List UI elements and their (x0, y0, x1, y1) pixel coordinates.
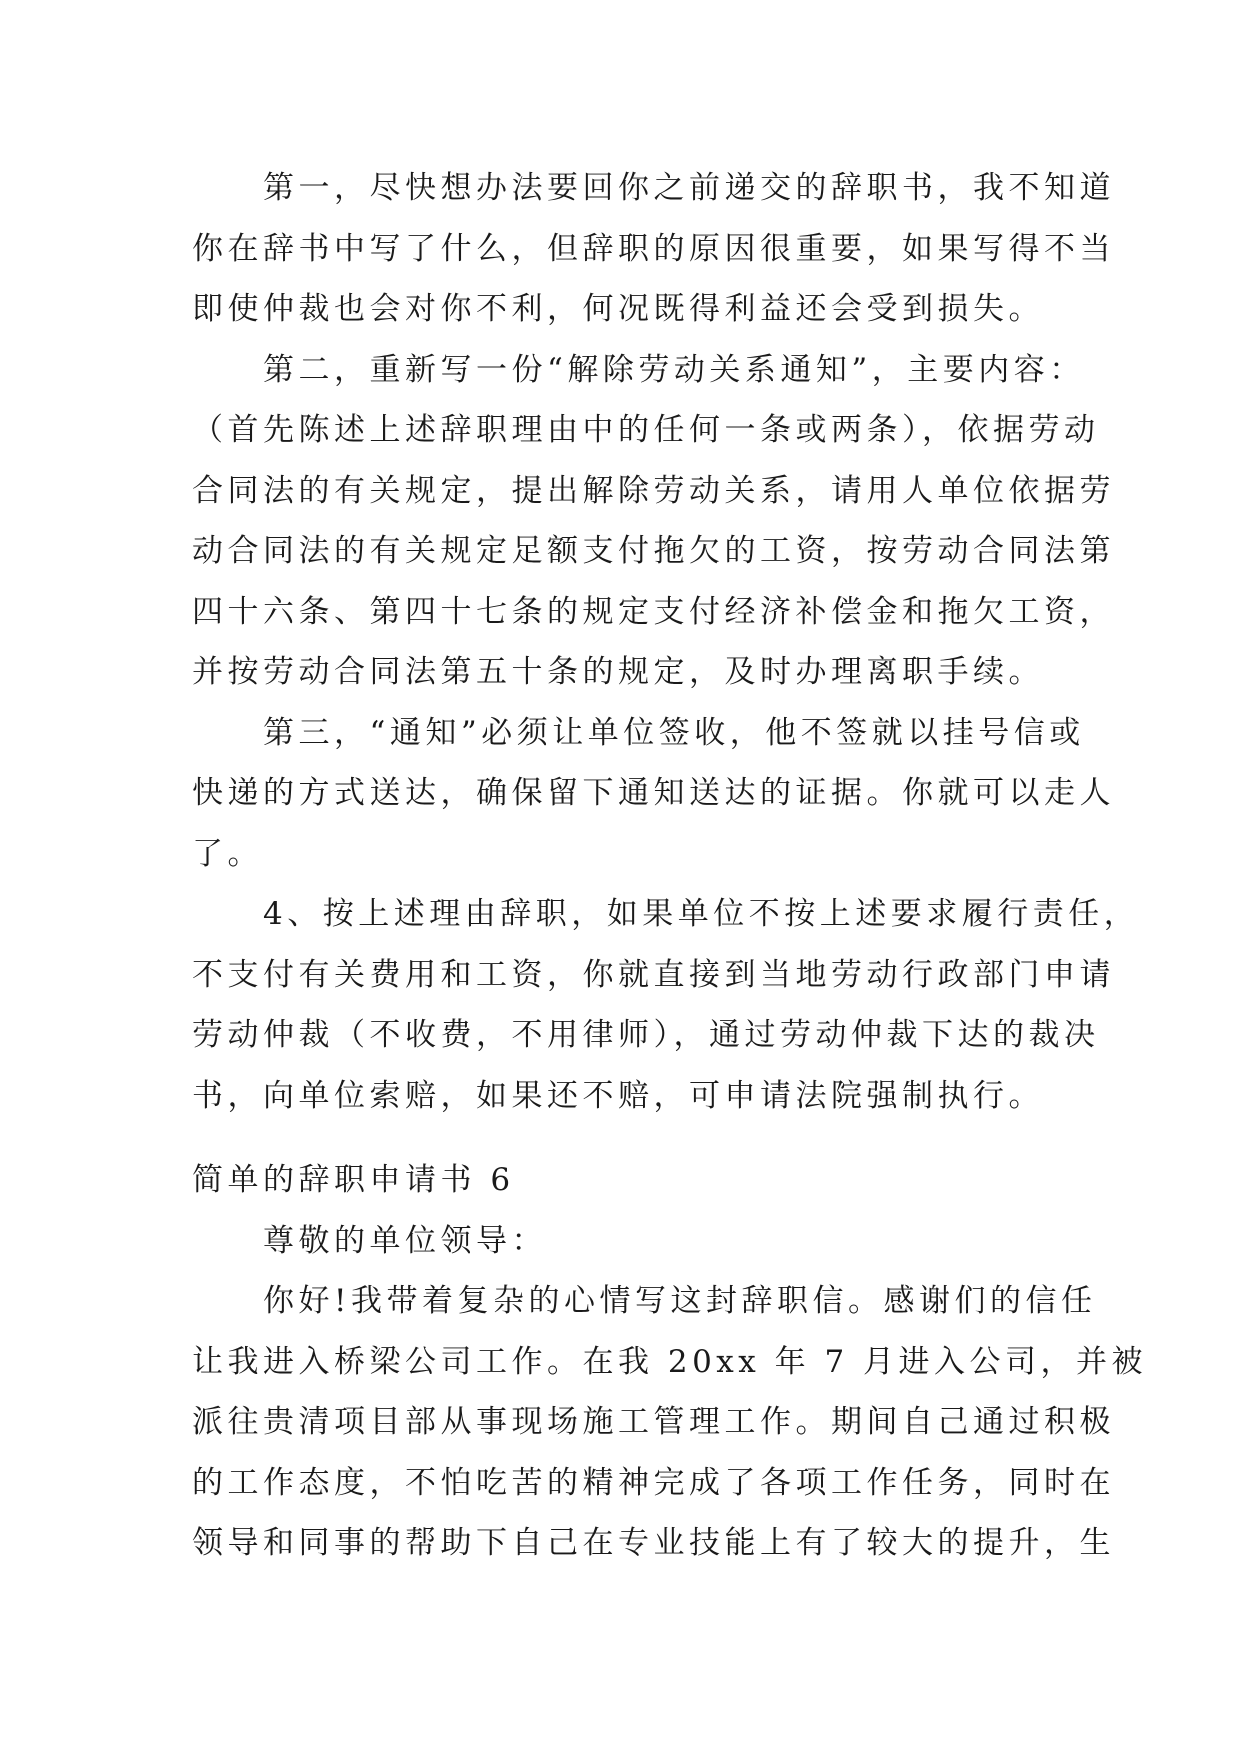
text-line: 不支付有关费用和工资，你就直接到当地劳动行政部门申请 (192, 956, 1115, 993)
text-line: 了。 (192, 835, 263, 872)
text-line: 领导和同事的帮助下自己在专业技能上有了较大的提升，生 (192, 1525, 1115, 1561)
text-line: 你好!我带着复杂的心情写这封辞职信。感谢们的信任 (192, 1283, 1097, 1319)
text-line: 动合同法的有关规定足额支付拖欠的工资，按劳动合同法第 (192, 533, 1115, 569)
section-heading: 简单的辞职申请书 6 (192, 1162, 515, 1198)
text-line: 并按劳动合同法第五十条的规定，及时办理离职手续。 (192, 654, 1044, 690)
text-line: 四十六条、第四十七条的规定支付经济补偿金和拖欠工资， (192, 593, 1115, 630)
text-line: 即使仲裁也会对你不利，何况既得利益还会受到损失。 (192, 291, 1044, 327)
text-line: 让我进入桥梁公司工作。在我 20xx 年 7 月进入公司，并被 (192, 1343, 1148, 1380)
text-line: 合同法的有关规定，提出解除劳动关系，请用人单位依据劳 (192, 472, 1115, 509)
text-line: 第三，“通知”必须让单位签收，他不签就以挂号信或 (192, 714, 1085, 751)
text-line: 你在辞书中写了什么，但辞职的原因很重要，如果写得不当 (192, 230, 1115, 267)
text-line: 派往贵清项目部从事现场施工管理工作。期间自己通过积极 (192, 1404, 1115, 1440)
text-line: 快递的方式送达，确保留下通知送达的证据。你就可以走人 (192, 775, 1115, 811)
text-line: 书，向单位索赔，如果还不赔，可申请法院强制执行。 (192, 1077, 1044, 1114)
text-line: 劳动仲裁（不收费，不用律师），通过劳动仲裁下达的裁决 (192, 1017, 1100, 1053)
body-section-letter (192, 1150, 1148, 1574)
text-line: 第一，尽快想办法要回你之前递交的辞职书，我不知道 (192, 170, 1115, 206)
text-line: 第二，重新写一份“解除劳动关系通知”，主要内容： (192, 351, 1085, 388)
text-line: （首先陈述上述辞职理由中的任何一条或两条），依据劳动 (192, 412, 1100, 448)
text-line: 4、按上述理由辞职，如果单位不按上述要求履行责任， (192, 896, 1140, 932)
text-line: 的工作态度，不怕吃苦的精神完成了各项工作任务，同时在 (192, 1464, 1115, 1501)
salutation: 尊敬的单位领导： (192, 1222, 547, 1259)
body-section-advice (192, 158, 1140, 1126)
